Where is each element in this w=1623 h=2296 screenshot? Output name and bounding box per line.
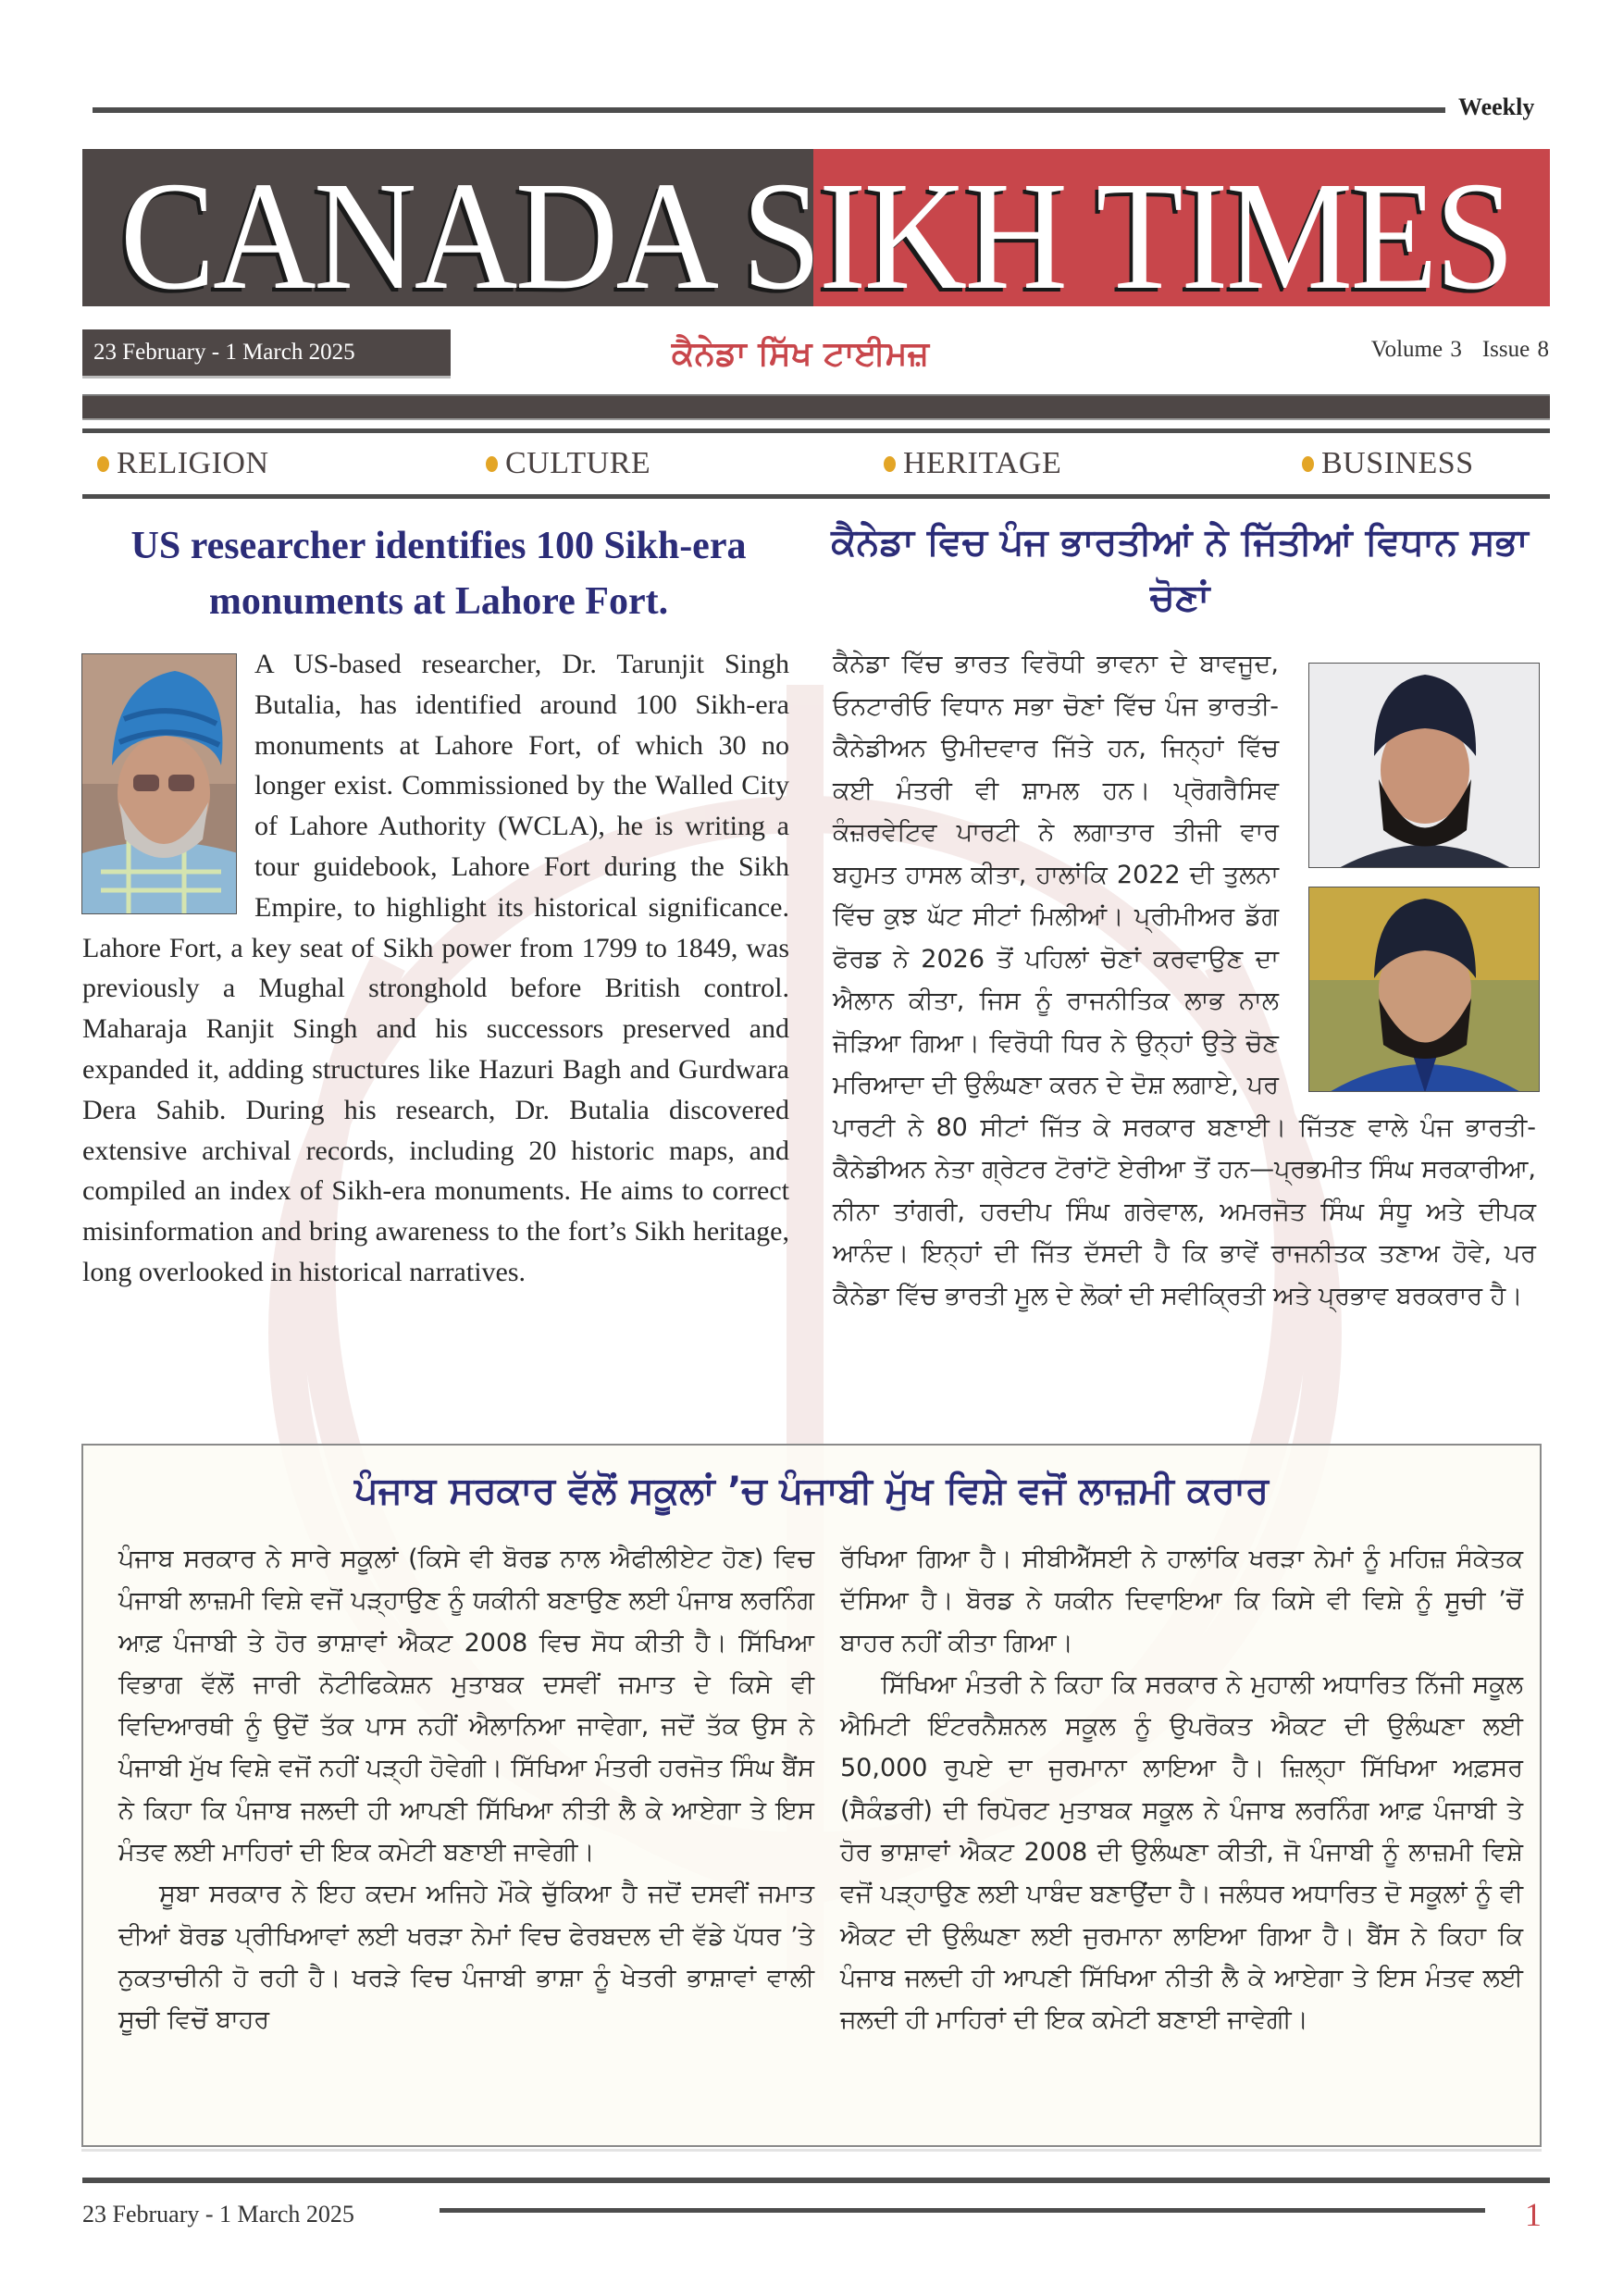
masthead-title: CANADA SIKH TIMES (119, 150, 1513, 306)
bullet-dot-icon (97, 456, 109, 472)
bullet-dot-icon (1302, 456, 1314, 472)
portrait-blue-turban-image (82, 654, 237, 914)
article-box-headline: ਪੰਜਾਬ ਸਰਕਾਰ ਵੱਲੋਂ ਸਕੂਲਾਂ ’ਚ ਪੰਜਾਬੀ ਮੁੱਖ ਵਿਸ਼ੇ ਵਜੋਂ ਲਾਜ਼ਮੀ ਕਰਾਰ (353, 1470, 1270, 1512)
article-en-headline: US researcher identifies 100 Sikh-era monuments at Lahore Fort. (130, 525, 747, 623)
volume-label: Volume 3 (1370, 337, 1462, 362)
bullet-dot-icon (884, 456, 896, 472)
top-rule (93, 107, 1445, 113)
footer-line (440, 2208, 1485, 2213)
article-pa-text: ਕੈਨੇਡਾ ਵਿੱਚ ਭਾਰਤ ਵਿਰੋਧੀ ਭਾਵਨਾ ਦੇ ਬਾਵਜੂਦ, ਓਨਟਾਰੀਓ ਵਿਧਾਨ ਸਭਾ ਚੋਣਾਂ ਵਿੱਚ ਪੰਜ ਭਾਰਤੀ-ਕੈਨੇਡੀਅਨ ਉਮੀਦਵਾਰ ਜਿੱਤੇ ਹਨ, ਜਿਨ੍ਹਾਂ ਵਿੱਚ ਕਈ ਮੰਤਰੀ ਵੀ ਸ਼ਾਮਲ ਹਨ। ਪ੍ਰੋਗਰੈਸਿਵ ਕੰਜ਼ਰਵੇਟਿਵ ਪਾਰਟੀ ਨੇ ਲਗਾਤਾਰ ਤੀਜੀ ਵਾਰ ਬਹੁਮਤ ਹਾਸਲ ਕੀਤਾ, ਹਾਲਾਂਕਿ 2022 ਦੀ ਤੁਲਨਾ ਵਿੱਚ ਕੁਝ ਘੱਟ ਸੀਟਾਂ ਮਿਲੀਆਂ। ਪ੍ਰੀਮੀਅਰ ਡੱਗ ਫੋਰਡ ਨੇ 2026 ਤੋਂ ਪਹਿਲਾਂ ਚੋਣਾਂ ਕਰਵਾਉਣ ਦਾ ਐਲਾਨ ਕੀਤਾ, ਜਿਸ ਨੂੰ ਰਾਜਨੀਤਿਕ ਲਾਭ ਨਾਲ ਜੋੜਿਆ ਗਿਆ। ਵਿਰੋਧੀ ਧਿਰ ਨੇ ਉਨ੍ਹਾਂ ਉਤੇ ਚੋਣ ਮਰਿਆਦਾ ਦੀ ਉਲੰਘਣਾ ਕਰਨ ਦੇ ਦੋਸ਼ ਲਗਾਏ, ਪਰ ਪਾਰਟੀ ਨੇ 80 ਸੀਟਾਂ ਜਿੱਤ ਕੇ ਸਰਕਾਰ ਬਣਾਈ। ਜਿੱਤਣ ਵਾਲੇ ਪੰਜ ਭਾਰਤੀ-ਕੈਨੇਡੀਅਨ ਨੇਤਾ ਗ੍ਰੇਟਰ ਟੋਰਾਂਟੋ ਏਰੀਆ ਤੋਂ ਹਨ—ਪ੍ਰਭਮੀਤ ਸਿੰਘ ਸਰਕਾਰੀਆ, ਨੀਨਾ ਤਾਂਗਰੀ, ਹਰਦੀਪ ਸਿੰਘ ਗਰੇਵਾਲ, ਅਮਰਜੋਤ ਸਿੰਘ ਸੰਧੂ ਅਤੇ ਦੀਪਕ ਆਨੰਦ। ਇਨ੍ਹਾਂ ਦੀ ਜਿੱਤ ਦੱਸਦੀ ਹੈ ਕਿ ਭਾਵੇਂ ਰਾਜਨੀਤਕ ਤਣਾਅ ਹੋਵੇ, ਪਰ ਕੈਨੇਡਾ ਵਿੱਚ ਭਾਰਤੀ ਮੂਲ ਦੇ ਲੋਕਾਂ ਦੀ ਸਵੀਕ੍ਰਿਤੀ ਅਤੇ ਪ੍ਰਭਾਵ ਬਰਕਰਾਰ ਹੈ। (833, 650, 1536, 1310)
category-label: RELIGION (117, 446, 269, 480)
category-business[interactable] (1302, 437, 1474, 490)
portrait-dark-turban-image (1309, 664, 1540, 868)
issue-date: 23 February - 1 March 2025 (82, 329, 451, 379)
category-nav (82, 437, 1550, 490)
article-box (81, 1444, 1542, 2147)
category-religion[interactable] (97, 437, 269, 490)
article-box-column-right (840, 1538, 1523, 2042)
footer-rule (82, 2178, 1550, 2183)
header-divider-bar (82, 394, 1550, 420)
bullet-dot-icon (486, 456, 498, 472)
article-pa-headline: ਕੈਨੇਡਾ ਵਿਚ ਪੰਜ ਭਾਰਤੀਆਂ ਨੇ ਜਿੱਤੀਆਂ ਵਿਧਾਨ ਸਭਾ ਚੋਣਾਂ (831, 521, 1529, 619)
category-rule-bottom (82, 494, 1550, 499)
article-pa-photo-1 (1308, 663, 1540, 868)
box-shadow (81, 2149, 1542, 2152)
volume-issue (1371, 337, 1549, 363)
portrait-smiling-man-image (1309, 887, 1540, 1092)
punjabi-masthead-title: ਕੈਨੇਡਾ ਸਿੱਖ ਟਾਈਮਜ਼ (671, 334, 930, 373)
paragraph: ਪੰਜਾਬ ਸਰਕਾਰ ਨੇ ਸਾਰੇ ਸਕੂਲਾਂ (ਕਿਸੇ ਵੀ ਬੋਰਡ ਨਾਲ ਐਫੀਲੀਏਟ ਹੋਣ) ਵਿਚ ਪੰਜਾਬੀ ਲਾਜ਼ਮੀ ਵਿਸ਼ੇ ਵਜੋਂ ਪੜ੍ਹਾਉਣ ਨੂੰ ਯਕੀਨੀ ਬਣਾਉਣ ਲਈ ਪੰਜਾਬ ਲਰਨਿੰਗ ਆਫ਼ ਪੰਜਾਬੀ ਤੇ ਹੋਰ ਭਾਸ਼ਾਵਾਂ ਐਕਟ 2008 ਵਿਚ ਸੋਧ ਕੀਤੀ ਹੈ। ਸਿੱਖਿਆ ਵਿਭਾਗ ਵੱਲੋਂ ਜਾਰੀ ਨੋਟੀਫਿਕੇਸ਼ਨ ਮੁਤਾਬਕ ਦਸਵੀਂ ਜਮਾਤ ਦੇ ਕਿਸੇ ਵੀ ਵਿਦਿਆਰਥੀ ਨੂੰ ਉਦੋਂ ਤੱਕ ਪਾਸ ਨਹੀਂ ਐਲਾਨਿਆ ਜਾਵੇਗਾ, ਜਦੋਂ ਤੱਕ ਉਸ ਨੇ ਪੰਜਾਬੀ ਮੁੱਖ ਵਿਸ਼ੇ ਵਜੋਂ ਨਹੀਂ ਪੜ੍ਹੀ ਹੋਵੇਗੀ। ਸਿੱਖਿਆ ਮੰਤਰੀ ਹਰਜੋਤ ਸਿੰਘ ਬੈਂਸ ਨੇ ਕਿਹਾ ਕਿ ਪੰਜਾਬ ਜਲਦੀ ਹੀ ਆਪਣੀ ਸਿੱਖਿਆ ਨੀਤੀ ਲੈ ਕੇ ਆਏਗਾ ਤੇ ਇਸ ਮੰਤਵ ਲਈ ਮਾਹਿਰਾਂ ਦੀ ਇਕ ਕਮੇਟੀ ਬਣਾਈ ਜਾਵੇਗੀ। (118, 1545, 814, 1868)
paragraph: ਸਿੱਖਿਆ ਮੰਤਰੀ ਨੇ ਕਿਹਾ ਕਿ ਸਰਕਾਰ ਨੇ ਮੁਹਾਲੀ ਅਧਾਰਿਤ ਨਿੱਜੀ ਸਕੂਲ ਐਮਿਟੀ ਇੰਟਰਨੈਸ਼ਨਲ ਸਕੂਲ ਨੂੰ ਉਪਰੋਕਤ ਐਕਟ ਦੀ ਉਲੰਘਣਾ ਲਈ 50,000 ਰੁਪਏ ਦਾ ਜੁਰਮਾਨਾ ਲਾਇਆ ਹੈ। ਜ਼ਿਲ੍ਹਾ ਸਿੱਖਿਆ ਅਫ਼ਸਰ (ਸੈਕੰਡਰੀ) ਦੀ ਰਿਪੋਰਟ ਮੁਤਾਬਕ ਸਕੂਲ ਨੇ ਪੰਜਾਬ ਲਰਨਿੰਗ ਆਫ਼ ਪੰਜਾਬੀ ਤੇ ਹੋਰ ਭਾਸ਼ਾਵਾਂ ਐਕਟ 2008 ਦੀ ਉਲੰਘਣਾ ਕੀਤੀ, ਜੋ ਪੰਜਾਬੀ ਨੂੰ ਲਾਜ਼ਮੀ ਵਿਸ਼ੇ ਵਜੋਂ ਪੜ੍ਹਾਉਣ ਲਈ ਪਾਬੰਦ ਬਣਾਉਂਦਾ ਹੈ। ਜਲੰਧਰ ਅਧਾਰਿਤ ਦੋ ਸਕੂਲਾਂ ਨੂੰ ਵੀ ਐਕਟ ਦੀ ਉਲੰਘਣਾ ਲਈ ਜੁਰਮਾਨਾ ਲਾਇਆ ਗਿਆ ਹੈ। ਬੈਂਸ ਨੇ ਕਿਹਾ ਕਿ ਪੰਜਾਬ ਜਲਦੀ ਹੀ ਆਪਣੀ ਸਿੱਖਿਆ ਨੀਤੀ ਲੈ ਕੇ ਆਏਗਾ ਤੇ ਇਸ ਮੰਤਵ ਲਈ ਜਲਦੀ ਹੀ ਮਾਹਿਰਾਂ ਦੀ ਇਕ ਕਮੇਟੀ ਬਣਾਈ ਜਾਵੇਗੀ। (840, 1669, 1523, 2035)
category-rule-top (82, 428, 1550, 433)
category-label: CULTURE (505, 446, 651, 480)
footer-date: 23 February - 1 March 2025 (82, 2201, 354, 2228)
issue-label: Issue 8 (1481, 337, 1549, 362)
article-pa-photo-2 (1308, 887, 1540, 1092)
masthead (82, 149, 1550, 306)
category-label: BUSINESS (1321, 446, 1474, 480)
page-number: 1 (1525, 2196, 1542, 2233)
article-en-photo (81, 653, 237, 914)
paragraph: ਸੂਬਾ ਸਰਕਾਰ ਨੇ ਇਹ ਕਦਮ ਅਜਿਹੇ ਮੌਕੇ ਚੁੱਕਿਆ ਹੈ ਜਦੋਂ ਦਸਵੀਂ ਜਮਾਤ ਦੀਆਂ ਬੋਰਡ ਪ੍ਰੀਖਿਆਵਾਂ ਲਈ ਖਰੜਾ ਨੇਮਾਂ ਵਿਚ ਫੇਰਬਦਲ ਦੀ ਵੱਡੇ ਪੱਧਰ ’ਤੇ ਨੁਕਤਾਚੀਨੀ ਹੋ ਰਹੀ ਹੈ। ਖਰੜੇ ਵਿਚ ਪੰਜਾਬੀ ਭਾਸ਼ਾ ਨੂੰ ਖੇਤਰੀ ਭਾਸ਼ਾਵਾਂ ਵਾਲੀ ਸੂਚੀ ਵਿਚੋਂ ਬਾਹਰ (118, 1880, 814, 2035)
frequency-label: Weekly (1458, 93, 1535, 120)
article-box-column-left (118, 1538, 814, 2042)
category-culture[interactable] (486, 437, 650, 490)
article-en-text: A US-based researcher, Dr. Tarunjit Singh Butalia, has identified around 100 Sikh-era monuments at Lahore Fort, of which 30 no longer exist. Commissioned by the Walled City of Lahore Authority (WCLA), he is writing a tour guidebook, Lahore Fort during the Sikh Empire, to highlight its historical significance. Lahore Fort, a key seat of Sikh power from 1799 to 1849, was previously a Mughal stronghold before British control. Maharaja Ranjit Singh and his successors preserved and expanded it, adding structures like Hazuri Bagh and Gurdwara Dera Sahib. During his research, Dr. Butalia discovered extensive archival records, including 20 historic maps, and compiled an index of Sikh-era monuments. He aims to correct misinformation and bring awareness to the fort’s Sikh heritage, long overlooked in historical narratives. (82, 649, 789, 1287)
category-label: HERITAGE (903, 446, 1062, 480)
category-heritage[interactable] (884, 437, 1061, 490)
paragraph: ਰੱਖਿਆ ਗਿਆ ਹੈ। ਸੀਬੀਐੱਸਈ ਨੇ ਹਾਲਾਂਕਿ ਖਰੜਾ ਨੇਮਾਂ ਨੂੰ ਮਹਿਜ਼ ਸੰਕੇਤਕ ਦੱਸਿਆ ਹੈ। ਬੋਰਡ ਨੇ ਯਕੀਨ ਦਿਵਾਇਆ ਕਿ ਕਿਸੇ ਵੀ ਵਿਸ਼ੇ ਨੂੰ ਸੂਚੀ ’ਚੋਂ ਬਾਹਰ ਨਹੀਂ ਕੀਤਾ ਗਿਆ। (840, 1545, 1523, 1657)
